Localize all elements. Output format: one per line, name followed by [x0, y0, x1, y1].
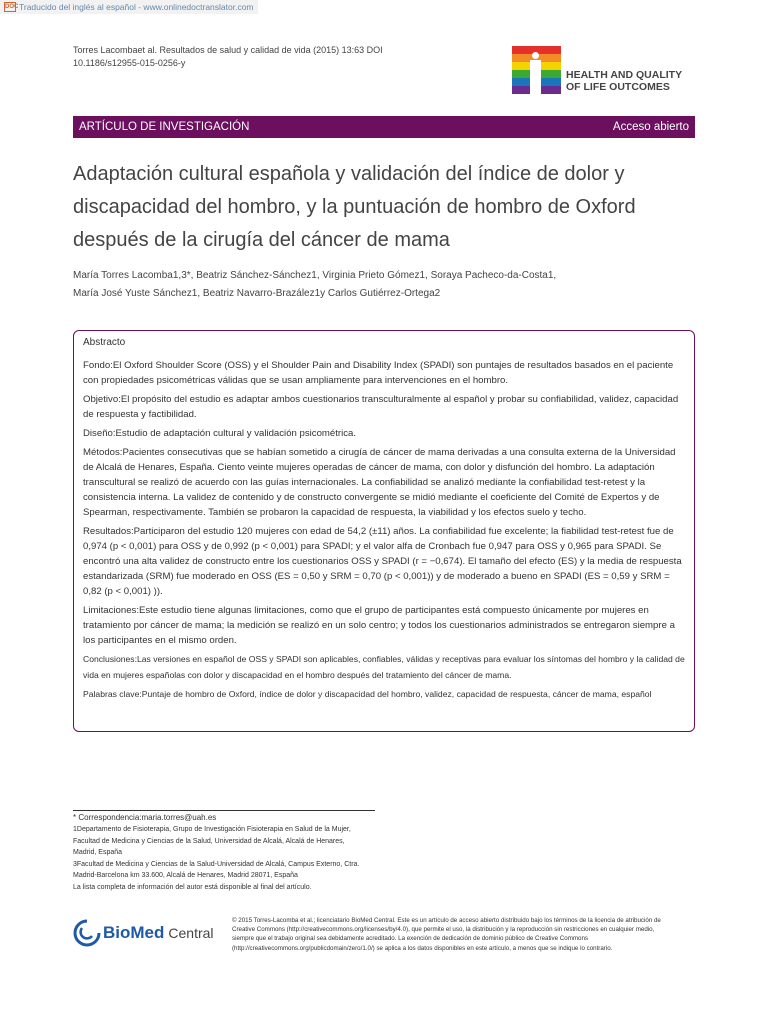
affiliation-3: 3Facultad de Medicina y Ciencias de la Salud-Universidad de Alcalá, Campus Externo, Ctra. Madrid-Barcelona km 33.600, Alcalá de Henares, Madrid 28071, España	[73, 860, 360, 879]
license-text: © 2015 Torres-Lacomba et al.; licenciatario BioMed Central. Este es un artículo de acceso abierto distribuido bajo los términos de la licencia de atribución de Creative Commons (http://creativecommons.org/licenses/by/4.0), que permite el uso, la distribución y la reproducción sin restricciones en cualquier medio, siempre que el trabajo original sea debidamente acreditado. La exención de dedicación de dominio público de Creative Commons (http://creativecommons.org/publicdomain/zero/1.0/) se aplica a los datos disponibles en este artículo, a menos que se indique lo contrario.	[232, 917, 661, 952]
abstract-results: Resultados:Participaron del estudio 120 mujeres con edad de 54,2 (±11) años. La confiabilidad fue excelente; la fiabilidad test-retest fue de 0,974 (p < 0,001) para OSS y de 0,992 (p < 0,001) para SPADI; y el valor alfa de Cronbach fue 0,947 para OSS y 0,965 para SPADI. Se encontró una alta validez de constructo entre los cuestionarios OSS y SPADI (r = −0,674). El tamaño del efecto (ES) y la media de respuesta estandarizada (SRM) fue moderado en OSS (ES = 0,50 y SRM = 0,70 (p < 0,001)) y de moderado a bueno en SPADI (ES = 0,59 y SRM = 0,82 (p < 0,001) )).	[83, 526, 682, 597]
abstract-objective: Objetivo:El propósito del estudio es adaptar ambos cuestionarios transculturalmente al español y probar su confiabilidad, validez, capacidad de respuesta y factibilidad.	[83, 394, 679, 420]
footnote-divider	[73, 810, 375, 811]
journal-name-line2: OF LIFE OUTCOMES	[566, 81, 670, 93]
citation-line: Torres Lacombaet al. Resultados de salud y calidad de vida (2015) 13:63 DOI	[73, 45, 383, 55]
footnotes	[73, 812, 368, 893]
doi-line: 10.1186/s12955-015-0256-y	[73, 57, 186, 68]
translator-link[interactable]: Traducido del inglés al español - www.onlinedoctranslator.com	[19, 2, 254, 12]
abstract-design: Diseño:Estudio de adaptación cultural y validación psicométrica.	[83, 428, 357, 439]
abstract-methods: Métodos:Pacientes consecutivas que se habían sometido a cirugía de cáncer de mama derivadas a una consulta externa de la Universidad de Alcalá de Henares, España. Ciento veinte mujeres operadas de cáncer de mama, con dolor y disfunción del hombro. La adaptación transcultural se realizó de acuerdo con las guías internacionales. La confiabilidad se analizó mediante la confiabilidad test-retest y la consistencia interna. La validez de contenido y de constructo convergente se midió mediante el coeficiente del Comité de Expertos y de Spearman, respectivamente. También se probaron la capacidad de respuesta, la viabilidad y los efectos suelo y techo.	[83, 447, 676, 518]
citation-header	[73, 44, 403, 69]
abstract-heading: Abstracto	[83, 337, 126, 348]
biomed-swoosh-icon	[73, 919, 101, 947]
open-access-label: Acceso abierto	[612, 121, 689, 133]
abstract-limitations: Limitaciones:Este estudio tiene algunas limitaciones, como que el grupo de participantes está compuesto únicamente por mujeres en tratamiento por cáncer de mama; la medición se realizó en un solo centro; y todos los cuestionarios administrados se entregaron siempre a los participantes en el mismo orden.	[83, 605, 675, 646]
abstract-keywords: Palabras clave:Puntaje de hombro de Oxford, índice de dolor y discapacidad del hombro, validez, capacidad de respuesta, cáncer de mama, español	[83, 689, 652, 699]
journal-name	[566, 69, 682, 93]
affiliation-1: 1Departamento de Fisioterapia, Grupo de Investigación Fisioterapia en Salud de la Mujer, Facultad de Medicina y Ciencias de la Salud, Universidad de Alcalá, Alcalá de Henares, Madrid, España	[73, 826, 351, 856]
abstract-box	[73, 330, 695, 732]
person-silhouette	[528, 52, 542, 94]
abstract-conclusions: Conclusiones:Las versiones en español de OSS y SPADI son aplicables, confiables, válidas y receptivas para evaluar los síntomas del hombro y la calidad de vida en mujeres españolas con dolor y discapacidad en el hombro después del tratamiento del cáncer de mama.	[83, 654, 685, 680]
document-icon: DOC	[5, 4, 19, 10]
article-type-label: ARTÍCULO DE INVESTIGACIÓN	[79, 121, 250, 133]
authors-line: María Torres Lacomba1,3*, Beatriz Sánchez-Sánchez1, Virginia Prieto Gómez1, Soraya Pacheco-da-Costa1,	[73, 270, 557, 281]
translator-banner[interactable]	[0, 0, 258, 14]
journal-name-line1: HEALTH AND QUALITY	[566, 69, 683, 81]
journal-logo	[512, 46, 702, 96]
correspondence-email[interactable]: * Correspondencia:maria.torres@uah.es	[73, 813, 217, 822]
publisher-name-bold: BioMed	[103, 923, 165, 942]
article-title	[73, 158, 698, 257]
author-info-note: La lista completa de información del autor está disponible al final del artículo.	[73, 883, 312, 891]
publisher-logo	[73, 918, 223, 948]
abstract-background: Fondo:El Oxford Shoulder Score (OSS) y el Shoulder Pain and Disability Index (SPADI) son puntajes de resultados basados en el paciente con propiedades psicométricas válidas que se usan ampliamente para intervenciones en el hombro.	[83, 360, 674, 386]
title-line: discapacidad del hombro, y la puntuación de hombro de Oxford	[73, 196, 636, 218]
title-line: Adaptación cultural española y validación del índice de dolor y	[73, 163, 625, 185]
article-type-bar	[73, 116, 695, 138]
title-line: después de la cirugía del cáncer de mama	[73, 229, 450, 251]
author-list	[73, 267, 703, 303]
publisher-name-regular: Central	[168, 925, 214, 941]
rainbow-person-icon	[512, 46, 561, 94]
authors-line: María José Yuste Sánchez1, Beatriz Navarro-Brazález1y Carlos Gutiérrez-Ortega2	[73, 288, 441, 299]
